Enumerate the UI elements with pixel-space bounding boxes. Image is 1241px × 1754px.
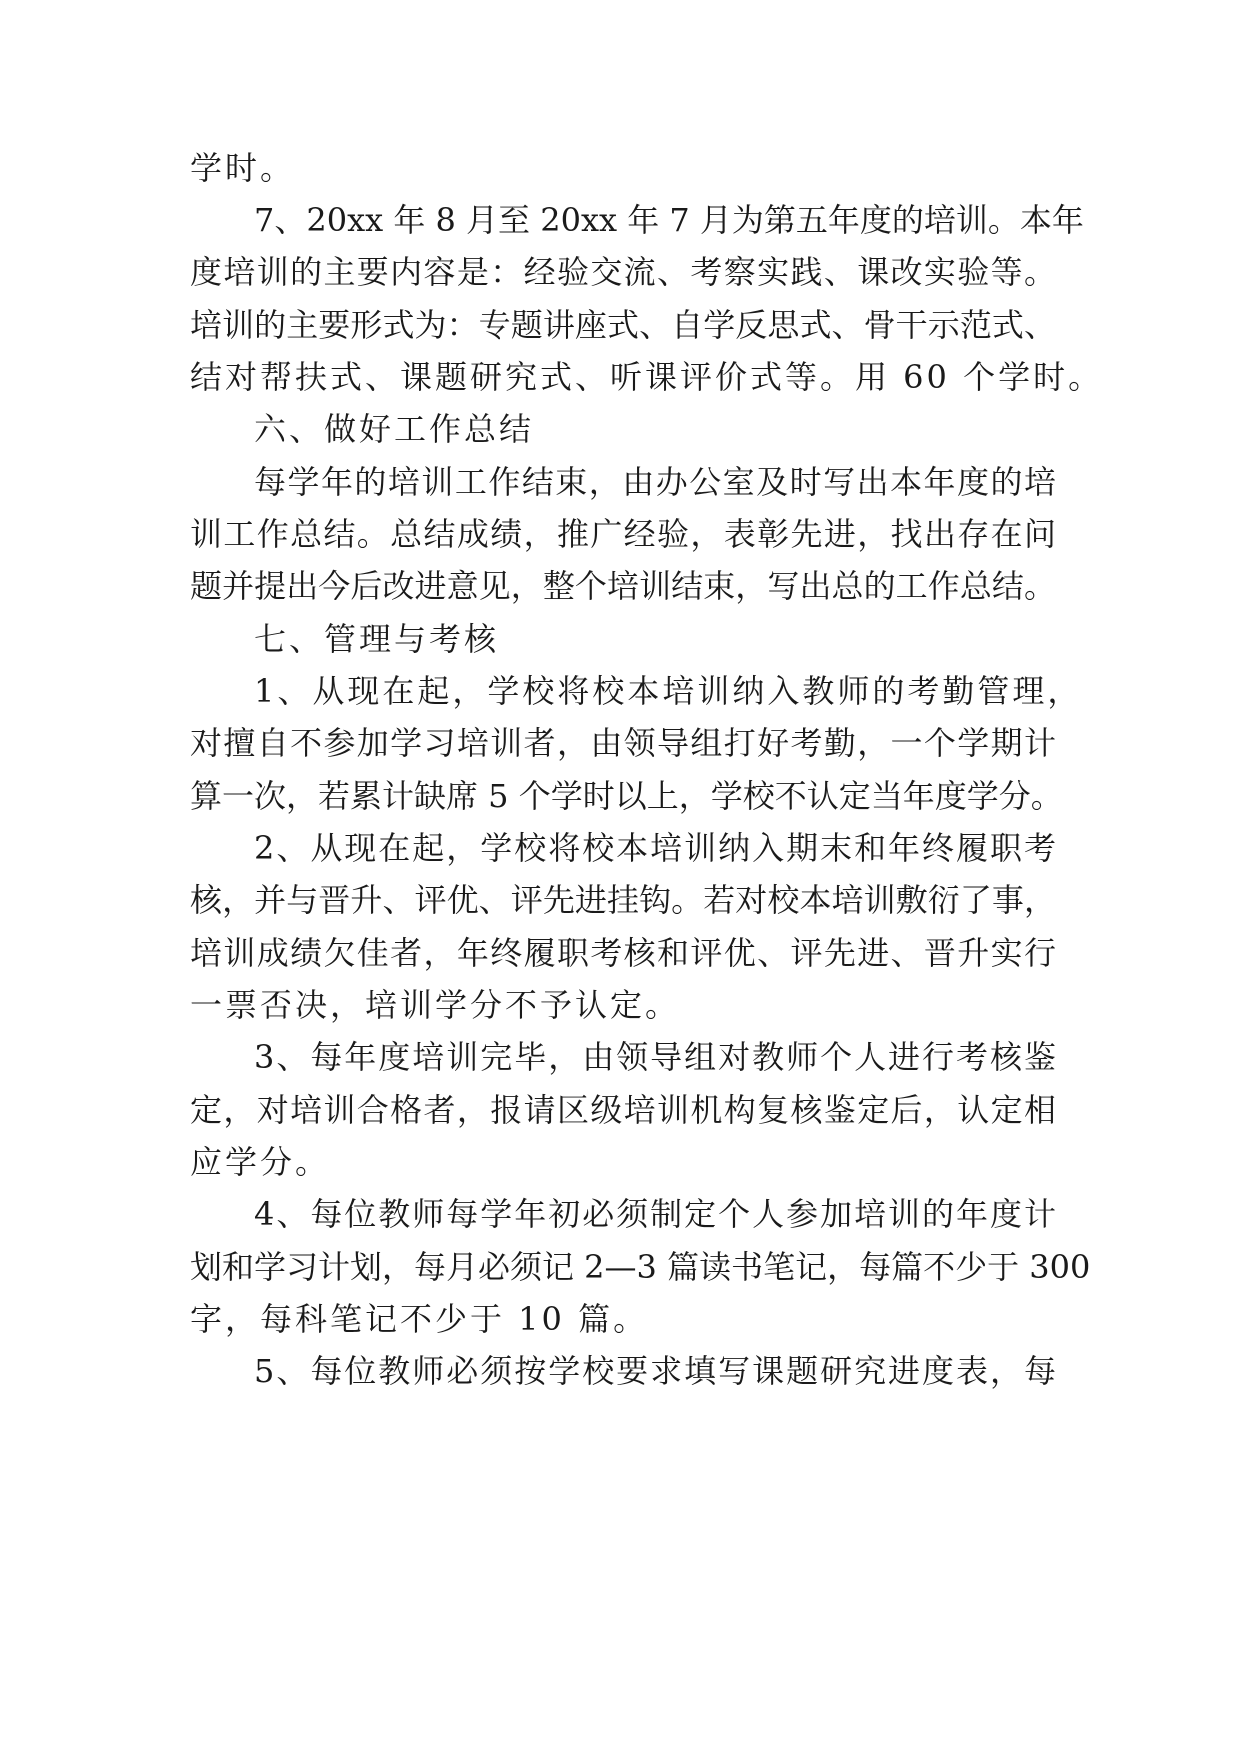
text-line: 1、从现在起，学校将校本培训纳入教师的考勤管理， (254, 672, 1083, 710)
text-line: 7、20xx 年 8 月至 20xx 年 7 月为第五年度的培训。本年 (254, 201, 1084, 239)
text-line: 3、每年度培训完毕，由领导组对教师个人进行考核鉴 (254, 1038, 1056, 1076)
text-line: 学时。 (190, 149, 296, 187)
text-line: 5、每位教师必须按学校要求填写课题研究进度表，每 (254, 1352, 1056, 1390)
text-line: 定，对培训合格者，报请区级培训机构复核鉴定后，认定相 (190, 1091, 1056, 1129)
text-line: 对擅自不参加学习培训者，由领导组打好考勤，一个学期计 (190, 724, 1056, 762)
text-line: 2、从现在起，学校将校本培训纳入期末和年终履职考 (254, 829, 1056, 867)
text-line: 训工作总结。总结成绩，推广经验，表彰先进，找出存在问 (190, 515, 1056, 553)
section-heading: 六、做好工作总结 (254, 410, 535, 448)
text-line: 划和学习计划，每月必须记 2—3 篇读书笔记，每篇不少于 300 (190, 1248, 1091, 1286)
text-line: 每学年的培训工作结束，由办公室及时写出本年度的培 (254, 463, 1056, 501)
text-line: 题并提出今后改进意见，整个培训结束，写出总的工作总结。 (190, 567, 1056, 605)
text-line: 算一次，若累计缺席 5 个学时以上，学校不认定当年度学分。 (190, 777, 1063, 815)
text-line: 核，并与晋升、评优、评先进挂钩。若对校本培训敷衍了事， (190, 881, 1056, 919)
text-line: 4、每位教师每学年初必须制定个人参加培训的年度计 (254, 1195, 1056, 1233)
text-line: 度培训的主要内容是：经验交流、考察实践、课改实验等。 (190, 253, 1056, 291)
text-line: 培训成绩欠佳者，年终履职考核和评优、评先进、晋升实行 (190, 934, 1056, 972)
text-line: 培训的主要形式为：专题讲座式、自学反思式、骨干示范式、 (190, 306, 1056, 344)
text-line: 应学分。 (190, 1143, 331, 1181)
text-line: 一票否决，培训学分不予认定。 (190, 986, 681, 1024)
text-line: 结对帮扶式、课题研究式、听课评价式等。用 60 个学时。 (190, 358, 1104, 396)
text-line: 字，每科笔记不少于 10 篇。 (190, 1300, 649, 1338)
section-heading: 七、管理与考核 (254, 620, 500, 658)
